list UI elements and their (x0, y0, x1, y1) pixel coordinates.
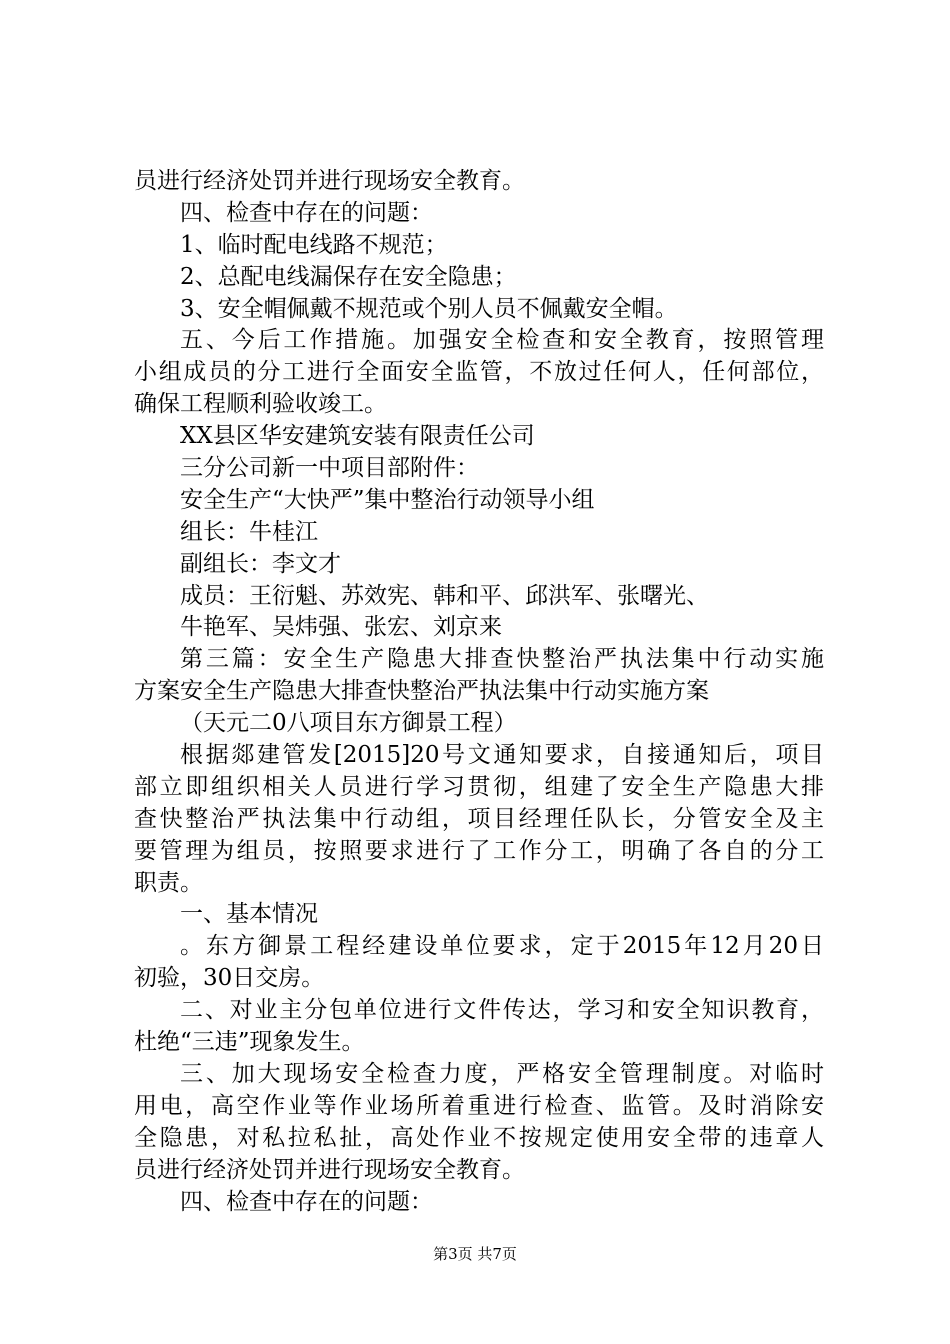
text-line: 职责。 (134, 869, 203, 896)
text-line: 四、检查中存在的问题： (180, 1188, 433, 1215)
text-line: 确保工程顺利验收竣工。 (134, 391, 387, 418)
text-line: 初验，30日交房。 (134, 965, 325, 992)
text-line: 1、临时配电线路不规范； (180, 231, 448, 258)
text-line: 要管理为组员，按照要求进行了工作分工，明确了各自的分工 (134, 837, 824, 864)
text-line: 副组长：李文才 (180, 550, 341, 577)
text-line: 组长：牛桂江 (180, 518, 318, 545)
text-line: 第三篇：安全生产隐患大排查快整治严执法集中行动实施 (180, 646, 824, 673)
text-line: 一、基本情况 (180, 901, 318, 928)
text-line: 查快整治严执法集中行动组，项目经理任队长，分管安全及主 (134, 805, 824, 832)
text-line: 2、总配电线漏保存在安全隐患； (180, 263, 517, 290)
text-line: （天元二0八项目东方御景工程） (180, 710, 517, 737)
text-line: 部立即组织相关人员进行学习贯彻，组建了安全生产隐患大排 (134, 773, 824, 800)
text-line: XX县区华安建筑安装有限责任公司 (180, 423, 535, 450)
text-line: 牛艳军、吴炜强、张宏、刘京来 (180, 614, 502, 641)
text-line: 四、检查中存在的问题： (180, 199, 433, 226)
text-line: 全隐患，对私拉私扯，高处作业不按规定使用安全带的违章人 (134, 1124, 824, 1151)
text-line: 五、今后工作措施。加强安全检查和安全教育，按照管理 (180, 327, 824, 354)
text-line: 成员：王衍魁、苏效宪、韩和平、邱洪军、张曙光、 (180, 582, 709, 609)
text-line: 杜绝“三违”现象发生。 (134, 1029, 365, 1056)
text-line: 3、安全帽佩戴不规范或个别人员不佩戴安全帽。 (180, 295, 678, 322)
text-line: 员进行经济处罚并进行现场安全教育。 (134, 1156, 525, 1183)
page-footer (0, 1244, 950, 1264)
text-line: 三分公司新一中项目部附件： (180, 455, 479, 482)
text-line: 用电，高空作业等作业场所着重进行检查、监管。及时消除安 (134, 1092, 824, 1119)
text-line: 二、对业主分包单位进行文件传达，学习和安全知识教育， (180, 997, 824, 1024)
text-line: 三、加大现场安全检查力度，严格安全管理制度。对临时 (180, 1060, 824, 1087)
text-line: 方案安全生产隐患大排查快整治严执法集中行动实施方案 (134, 678, 709, 705)
text-line: 小组成员的分工进行全面安全监管，不放过任何人，任何部位， (134, 359, 824, 386)
text-line: 安全生产“大快严”集中整治行动领导小组 (180, 486, 595, 513)
text-line: 根据郯建管发[2015]20号文通知要求，自接通知后，项目 (180, 742, 824, 769)
text-line: 。东方御景工程经建设单位要求，定于2015年12月20日 (180, 933, 824, 960)
page-number-label: 第3页 共7页 (433, 1245, 517, 1263)
document-body (134, 166, 824, 1218)
text-line: 员进行经济处罚并进行现场安全教育。 (134, 168, 525, 194)
